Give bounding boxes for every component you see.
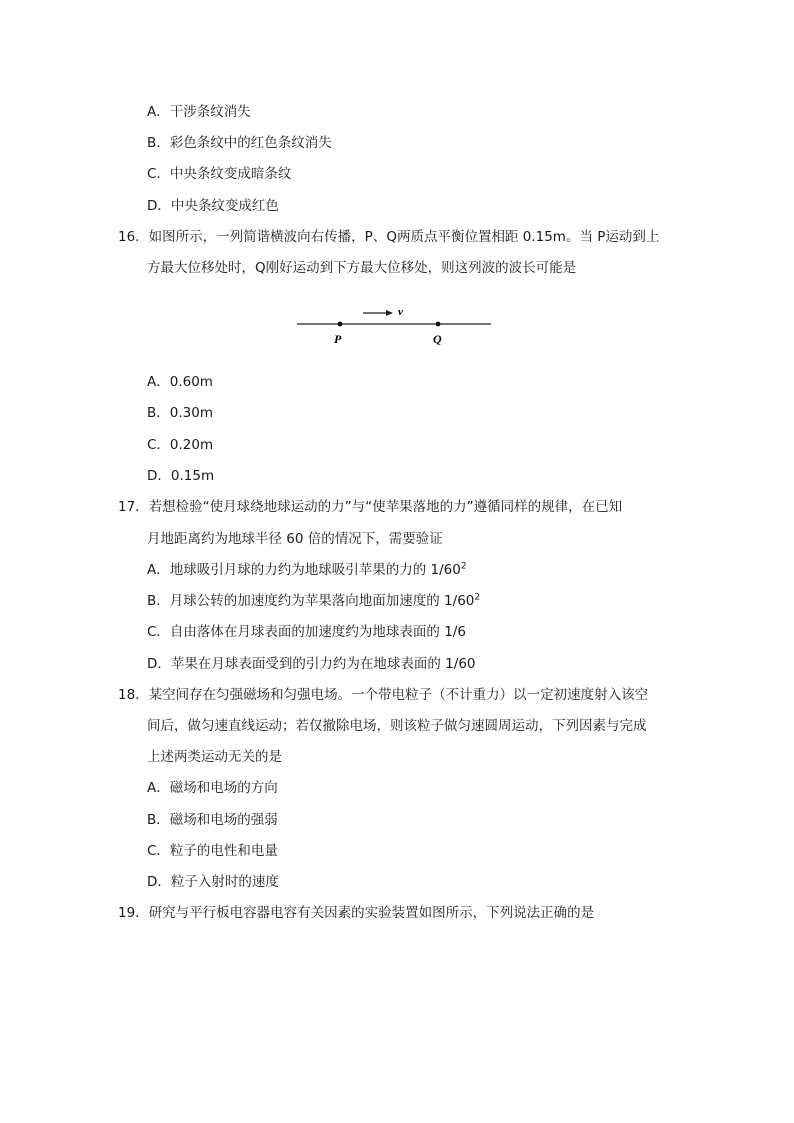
q17-option-d: D．苹果在月球表面受到的引力约为在地球表面的 1/60 — [147, 656, 476, 672]
q19-stem-line1: 19．研究与平行板电容器电容有关因素的实验装置如图所示，下列说法正确的是 — [118, 905, 595, 921]
q18-option-a: A．磁场和电场的方向 — [147, 780, 278, 796]
q15-option-a: A．干涉条纹消失 — [147, 104, 251, 120]
q17-option-c: C．自由落体在月球表面的加速度约为地球表面的 1/6 — [147, 624, 466, 640]
point-p-dot — [338, 322, 343, 327]
point-q-dot — [436, 322, 441, 327]
q18-stem-line3: 上述两类运动无关的是 — [147, 749, 282, 765]
q15-option-b: B．彩色条纹中的红色条纹消失 — [147, 135, 332, 151]
q16-option-d: D．0.15m — [147, 468, 215, 484]
q16-option-b: B．0.30m — [147, 405, 213, 421]
q17-option-b — [147, 592, 480, 610]
q16-stem-line2: 方最大位移处时，Q刚好运动到下方最大位移处，则这列波的波长可能是 — [147, 260, 577, 276]
q16-option-a: A．0.60m — [147, 374, 213, 390]
point-q-label: Q — [433, 332, 442, 346]
wave-figure — [295, 296, 495, 351]
q17-option-a-exponent: 2 — [460, 561, 467, 572]
q18-option-d: D．粒子入射时的速度 — [147, 874, 279, 890]
velocity-label: v — [398, 306, 403, 318]
q16-stem-line1: 16．如图所示，一列简谐横波向右传播，P、Q两质点平衡位置相距 0.15m。当 P运动到上 — [118, 229, 660, 245]
q18-stem-line1: 18．某空间存在匀强磁场和匀强电场。一个带电粒子（不计重力）以一定初速度射入该空 — [118, 687, 649, 703]
q16-option-c: C．0.20m — [147, 437, 214, 453]
q18-option-b: B．磁场和电场的强弱 — [147, 812, 278, 828]
q15-option-d: D．中央条纹变成红色 — [147, 198, 279, 214]
q15-option-c: C．中央条纹变成暗条纹 — [147, 166, 292, 182]
wave-diagram — [295, 296, 495, 351]
q17-option-b-text: B．月球公转的加速度约为苹果落向地面加速度的 1/60 — [147, 593, 475, 609]
q17-option-a — [147, 561, 467, 579]
point-p-label: P — [334, 332, 342, 346]
q17-stem-line2: 月地距离约为地球半径 60 倍的情况下，需要验证 — [147, 531, 443, 547]
q17-option-a-text: A．地球吸引月球的力约为地球吸引苹果的力的 1/60 — [147, 562, 461, 578]
q17-option-b-exponent: 2 — [474, 592, 481, 603]
q18-stem-line2: 间后，做匀速直线运动；若仅撤除电场，则该粒子做匀速圆周运动，下列因素与完成 — [147, 718, 647, 734]
q18-option-c: C．粒子的电性和电量 — [147, 843, 278, 859]
velocity-arrow-head — [386, 310, 393, 316]
q17-stem-line1: 17．若想检验“使月球绕地球运动的力”与“使苹果落地的力”遵循同样的规律，在已知 — [118, 499, 623, 515]
